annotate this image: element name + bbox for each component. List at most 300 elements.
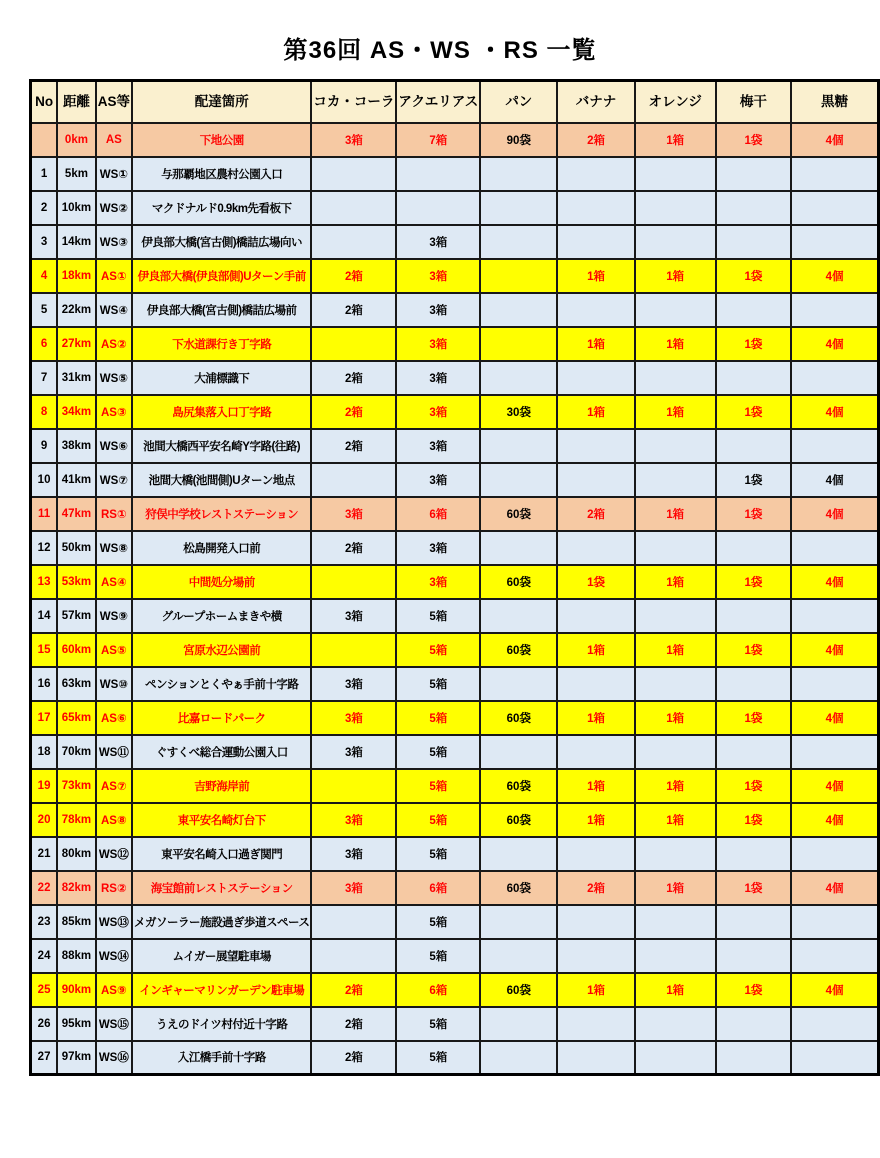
page-title: 第36回 AS・WS ・RS 一覧 [283,37,597,64]
cell-plum: 1袋 [716,565,791,599]
cell-orange [635,293,716,327]
cell-plum [716,531,791,565]
cell-distance: 38km [57,429,96,463]
table-row-2 [31,191,879,225]
cell-distance: 14km [57,225,96,259]
cell-location: ぐすくべ総合運動公園入口 [132,735,311,769]
cell-bread [480,939,557,973]
cell-cola: 2箱 [311,361,396,395]
cell-location: 東平安名崎入口過ぎ関門 [132,837,311,871]
column-header-distance: 距離 [57,81,96,123]
cell-location: 与那覇地区農村公園入口 [132,157,311,191]
cell-aquarius: 5箱 [396,769,480,803]
cell-station: WS② [96,191,132,225]
cell-station: WS⑦ [96,463,132,497]
cell-aquarius: 6箱 [396,973,480,1007]
table-row-9 [31,429,879,463]
cell-plum: 1袋 [716,871,791,905]
cell-location: 伊良部大橋(宮古側)橋詰広場向い [132,225,311,259]
table-row-18 [31,735,879,769]
column-header-station: AS等 [96,81,132,123]
cell-no: 27 [31,1041,58,1075]
cell-plum: 1袋 [716,803,791,837]
cell-banana: 1箱 [557,327,634,361]
cell-cola: 2箱 [311,973,396,1007]
cell-distance: 63km [57,667,96,701]
cell-cola [311,327,396,361]
cell-distance: 65km [57,701,96,735]
cell-location: 伊良部大橋(伊良部側)Uターン手前 [132,259,311,293]
cell-banana: 1箱 [557,259,634,293]
cell-plum [716,225,791,259]
cell-orange [635,667,716,701]
cell-orange [635,1007,716,1041]
table-row-4 [31,259,879,293]
cell-plum [716,361,791,395]
cell-distance: 90km [57,973,96,1007]
cell-station: AS⑦ [96,769,132,803]
cell-cola: 2箱 [311,429,396,463]
cell-location: 宮原水辺公園前 [132,633,311,667]
cell-plum: 1袋 [716,463,791,497]
cell-orange: 1箱 [635,871,716,905]
cell-orange: 1箱 [635,327,716,361]
cell-sugar [791,599,878,633]
cell-plum: 1袋 [716,701,791,735]
cell-plum [716,837,791,871]
cell-no: 24 [31,939,58,973]
cell-location: 松島開発入口前 [132,531,311,565]
cell-bread [480,599,557,633]
cell-station: WS⑪ [96,735,132,769]
column-header-plum: 梅干 [716,81,791,123]
table-row-12 [31,531,879,565]
table-row-17 [31,701,879,735]
cell-aquarius [396,191,480,225]
cell-banana [557,225,634,259]
cell-bread [480,837,557,871]
cell-cola: 3箱 [311,497,396,531]
cell-sugar [791,1041,878,1075]
cell-cola: 2箱 [311,395,396,429]
cell-sugar [791,905,878,939]
cell-orange: 1箱 [635,973,716,1007]
cell-aquarius: 7箱 [396,123,480,157]
cell-aquarius [396,157,480,191]
cell-station: WS④ [96,293,132,327]
cell-station: RS① [96,497,132,531]
cell-aquarius: 5箱 [396,633,480,667]
table-row-15 [31,633,879,667]
cell-location: インギャーマリンガーデン駐車場 [132,973,311,1007]
cell-no: 15 [31,633,58,667]
cell-sugar [791,429,878,463]
cell-cola: 3箱 [311,599,396,633]
cell-bread: 60袋 [480,973,557,1007]
table-row-5 [31,293,879,327]
cell-sugar [791,837,878,871]
table-row-13 [31,565,879,599]
cell-banana [557,667,634,701]
table-row-8 [31,395,879,429]
column-header-location: 配達箇所 [132,81,311,123]
table-row-6 [31,327,879,361]
cell-cola [311,463,396,497]
table-row-26 [31,1007,879,1041]
cell-plum [716,599,791,633]
cell-no: 12 [31,531,58,565]
cell-distance: 27km [57,327,96,361]
cell-sugar: 4個 [791,395,878,429]
cell-no: 2 [31,191,58,225]
cell-aquarius: 5箱 [396,1007,480,1041]
cell-no: 17 [31,701,58,735]
cell-sugar: 4個 [791,769,878,803]
cell-no: 23 [31,905,58,939]
cell-distance: 73km [57,769,96,803]
cell-banana: 1箱 [557,769,634,803]
cell-location: グループホームまきや横 [132,599,311,633]
cell-cola [311,939,396,973]
cell-orange [635,463,716,497]
cell-orange [635,157,716,191]
cell-orange: 1箱 [635,259,716,293]
cell-location: 海宝館前レストステーション [132,871,311,905]
cell-cola: 2箱 [311,293,396,327]
cell-bread: 60袋 [480,871,557,905]
cell-cola: 2箱 [311,531,396,565]
cell-bread [480,667,557,701]
cell-orange [635,225,716,259]
cell-orange [635,191,716,225]
cell-sugar: 4個 [791,633,878,667]
cell-plum [716,293,791,327]
cell-plum [716,667,791,701]
cell-distance: 70km [57,735,96,769]
cell-sugar: 4個 [791,701,878,735]
cell-bread: 60袋 [480,803,557,837]
cell-station: AS [96,123,132,157]
cell-distance: 50km [57,531,96,565]
cell-sugar [791,531,878,565]
cell-banana [557,531,634,565]
cell-sugar [791,939,878,973]
cell-plum [716,735,791,769]
cell-sugar [791,735,878,769]
table-row-10 [31,463,879,497]
cell-no: 22 [31,871,58,905]
cell-aquarius: 5箱 [396,1041,480,1075]
column-header-cola: コカ・コーラ [311,81,396,123]
table-row-20 [31,803,879,837]
cell-cola: 3箱 [311,871,396,905]
cell-no: 7 [31,361,58,395]
cell-aquarius: 5箱 [396,701,480,735]
cell-no: 21 [31,837,58,871]
cell-aquarius: 6箱 [396,871,480,905]
cell-banana [557,361,634,395]
cell-banana [557,157,634,191]
cell-station: AS② [96,327,132,361]
cell-aquarius: 3箱 [396,429,480,463]
cell-distance: 95km [57,1007,96,1041]
cell-bread [480,429,557,463]
cell-sugar: 4個 [791,327,878,361]
cell-orange: 1箱 [635,769,716,803]
cell-station: WS⑫ [96,837,132,871]
cell-no: 4 [31,259,58,293]
cell-aquarius: 5箱 [396,599,480,633]
cell-location: 東平安名崎灯台下 [132,803,311,837]
cell-banana [557,1041,634,1075]
cell-banana [557,837,634,871]
cell-aquarius: 5箱 [396,735,480,769]
cell-banana [557,939,634,973]
cell-no: 1 [31,157,58,191]
cell-distance: 41km [57,463,96,497]
cell-plum [716,429,791,463]
cell-station: WS⑯ [96,1041,132,1075]
table-row-3 [31,225,879,259]
cell-banana: 1箱 [557,973,634,1007]
table-row-27 [31,1041,879,1075]
supply-table [29,79,880,1076]
cell-bread: 60袋 [480,497,557,531]
cell-orange: 1箱 [635,803,716,837]
cell-station: AS① [96,259,132,293]
cell-cola: 3箱 [311,837,396,871]
cell-orange [635,735,716,769]
cell-sugar: 4個 [791,497,878,531]
cell-location: ペンションとくやぁ手前十字路 [132,667,311,701]
cell-station: AS⑨ [96,973,132,1007]
column-header-banana: バナナ [557,81,634,123]
cell-aquarius: 3箱 [396,327,480,361]
cell-sugar [791,191,878,225]
cell-plum [716,1041,791,1075]
cell-plum: 1袋 [716,123,791,157]
table-row-7 [31,361,879,395]
cell-sugar: 4個 [791,565,878,599]
cell-no: 11 [31,497,58,531]
cell-sugar [791,293,878,327]
cell-station: WS⑬ [96,905,132,939]
cell-aquarius: 6箱 [396,497,480,531]
cell-location: 島尻集落入口丁字路 [132,395,311,429]
cell-no: 26 [31,1007,58,1041]
cell-orange: 1箱 [635,123,716,157]
cell-distance: 57km [57,599,96,633]
cell-banana: 1箱 [557,803,634,837]
cell-distance: 88km [57,939,96,973]
cell-no: 9 [31,429,58,463]
cell-station: WS⑭ [96,939,132,973]
column-header-no: No [31,81,58,123]
cell-station: WS⑨ [96,599,132,633]
table-header [31,81,879,123]
cell-sugar: 4個 [791,973,878,1007]
cell-plum: 1袋 [716,259,791,293]
cell-location: マクドナルド0.9km先看板下 [132,191,311,225]
cell-bread [480,191,557,225]
header-row [31,81,879,123]
cell-aquarius: 5箱 [396,667,480,701]
cell-bread: 90袋 [480,123,557,157]
cell-cola [311,565,396,599]
cell-station: AS⑥ [96,701,132,735]
column-header-bread: パン [480,81,557,123]
cell-no: 10 [31,463,58,497]
cell-location: 大浦標識下 [132,361,311,395]
cell-cola [311,191,396,225]
cell-distance: 5km [57,157,96,191]
cell-banana [557,191,634,225]
cell-location: 狩俣中学校レストステーション [132,497,311,531]
cell-location: 吉野海岸前 [132,769,311,803]
cell-cola: 3箱 [311,667,396,701]
table-row-11 [31,497,879,531]
cell-banana: 2箱 [557,497,634,531]
cell-no: 3 [31,225,58,259]
cell-sugar [791,225,878,259]
table-row-start [31,123,879,157]
cell-location: 入江橋手前十字路 [132,1041,311,1075]
cell-no: 8 [31,395,58,429]
cell-cola: 3箱 [311,701,396,735]
cell-station: RS② [96,871,132,905]
cell-aquarius: 5箱 [396,803,480,837]
cell-no: 5 [31,293,58,327]
cell-distance: 97km [57,1041,96,1075]
cell-aquarius: 3箱 [396,225,480,259]
cell-cola: 3箱 [311,735,396,769]
cell-bread [480,905,557,939]
cell-orange: 1箱 [635,497,716,531]
table-row-14 [31,599,879,633]
cell-cola [311,157,396,191]
cell-orange [635,531,716,565]
cell-bread [480,225,557,259]
cell-distance: 18km [57,259,96,293]
table-row-19 [31,769,879,803]
cell-banana [557,463,634,497]
cell-distance: 0km [57,123,96,157]
cell-sugar [791,667,878,701]
cell-aquarius: 5箱 [396,939,480,973]
cell-banana: 2箱 [557,123,634,157]
cell-bread [480,327,557,361]
cell-no [31,123,58,157]
cell-aquarius: 3箱 [396,395,480,429]
cell-cola [311,769,396,803]
cell-plum: 1袋 [716,633,791,667]
cell-aquarius: 5箱 [396,905,480,939]
cell-plum [716,191,791,225]
cell-cola: 3箱 [311,123,396,157]
cell-station: WS⑩ [96,667,132,701]
cell-location: メガソーラー施設過ぎ歩道スペース [132,905,311,939]
cell-location: 池間大橋(池間側)Uターン地点 [132,463,311,497]
cell-no: 20 [31,803,58,837]
cell-station: AS⑤ [96,633,132,667]
cell-banana: 1袋 [557,565,634,599]
table-body [31,123,879,1075]
cell-plum [716,905,791,939]
cell-banana [557,905,634,939]
cell-distance: 10km [57,191,96,225]
cell-location: 比嘉ロードパーク [132,701,311,735]
cell-distance: 78km [57,803,96,837]
cell-station: WS⑤ [96,361,132,395]
cell-location: ムイガー展望駐車場 [132,939,311,973]
cell-no: 25 [31,973,58,1007]
cell-sugar [791,157,878,191]
cell-sugar: 4個 [791,803,878,837]
cell-distance: 53km [57,565,96,599]
table-row-21 [31,837,879,871]
cell-orange [635,361,716,395]
cell-banana: 2箱 [557,871,634,905]
cell-no: 19 [31,769,58,803]
cell-location: 伊良部大橋(宮古側)橋詰広場前 [132,293,311,327]
cell-bread [480,735,557,769]
cell-banana: 1箱 [557,701,634,735]
cell-plum: 1袋 [716,395,791,429]
cell-bread: 60袋 [480,701,557,735]
cell-aquarius: 3箱 [396,463,480,497]
cell-cola: 2箱 [311,1041,396,1075]
cell-orange: 1箱 [635,633,716,667]
cell-distance: 22km [57,293,96,327]
cell-cola [311,225,396,259]
column-header-sugar: 黒糖 [791,81,878,123]
cell-bread: 60袋 [480,565,557,599]
cell-aquarius: 3箱 [396,565,480,599]
cell-plum: 1袋 [716,973,791,1007]
column-header-aquarius: アクエリアス [396,81,480,123]
cell-station: WS⑮ [96,1007,132,1041]
cell-bread [480,361,557,395]
cell-plum: 1袋 [716,497,791,531]
cell-banana [557,735,634,769]
cell-bread [480,259,557,293]
cell-banana: 1箱 [557,395,634,429]
cell-banana [557,293,634,327]
cell-bread [480,463,557,497]
cell-plum [716,1007,791,1041]
cell-distance: 31km [57,361,96,395]
cell-orange [635,429,716,463]
cell-station: AS③ [96,395,132,429]
cell-location: 池間大橋西平安名崎Y字路(往路) [132,429,311,463]
cell-no: 14 [31,599,58,633]
cell-cola: 2箱 [311,259,396,293]
cell-aquarius: 3箱 [396,259,480,293]
table-row-16 [31,667,879,701]
cell-distance: 82km [57,871,96,905]
cell-orange: 1箱 [635,701,716,735]
cell-aquarius: 3箱 [396,293,480,327]
table-row-24 [31,939,879,973]
cell-station: WS③ [96,225,132,259]
table-row-25 [31,973,879,1007]
cell-orange [635,1041,716,1075]
cell-station: WS① [96,157,132,191]
cell-bread [480,293,557,327]
cell-bread [480,1041,557,1075]
cell-banana [557,429,634,463]
cell-distance: 80km [57,837,96,871]
